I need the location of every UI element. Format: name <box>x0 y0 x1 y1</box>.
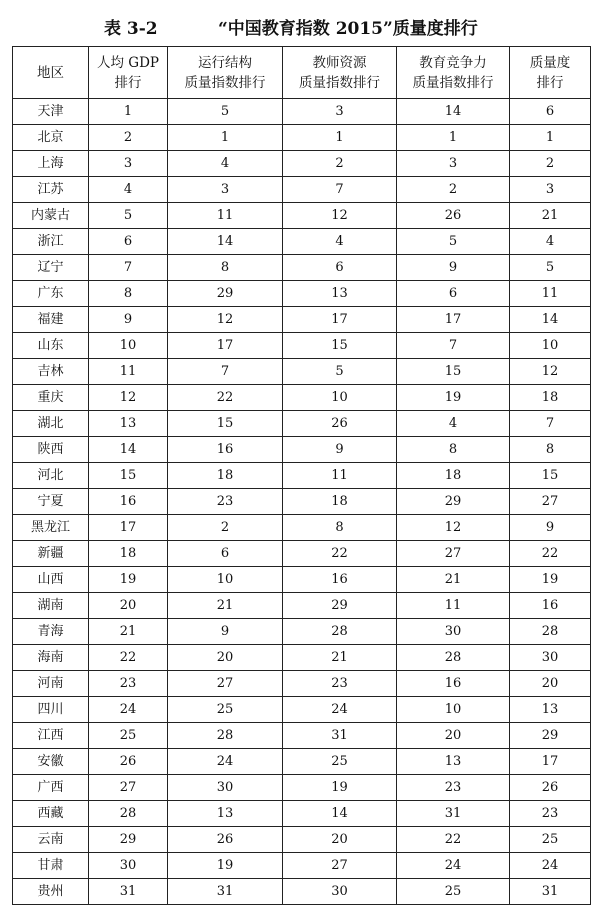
teacher-resource-cell: 8 <box>283 515 397 541</box>
header-line: 质量指数排行 <box>412 74 494 91</box>
operation-structure-cell: 18 <box>168 463 283 489</box>
gdp-rank-cell: 25 <box>89 723 168 749</box>
education-competitiveness-cell: 2 <box>397 177 510 203</box>
table-row <box>13 515 591 541</box>
table-title: “中国教育指数 2015”质量度排行 <box>218 19 478 39</box>
gdp-rank-cell: 12 <box>89 385 168 411</box>
operation-structure-cell: 20 <box>168 645 283 671</box>
table-row <box>13 203 591 229</box>
quality-rank-cell: 2 <box>510 151 591 177</box>
operation-structure-cell: 3 <box>168 177 283 203</box>
region-cell: 贵州 <box>13 879 89 905</box>
teacher-resource-cell: 17 <box>283 307 397 333</box>
table-row <box>13 775 591 801</box>
table-row <box>13 411 591 437</box>
table-row <box>13 853 591 879</box>
teacher-resource-cell: 13 <box>283 281 397 307</box>
table-row <box>13 151 591 177</box>
gdp-rank-cell: 28 <box>89 801 168 827</box>
region-cell: 广东 <box>13 281 89 307</box>
teacher-resource-cell: 22 <box>283 541 397 567</box>
table-row <box>13 463 591 489</box>
quality-rank-cell: 15 <box>510 463 591 489</box>
teacher-resource-cell: 19 <box>283 775 397 801</box>
quality-rank-cell: 13 <box>510 697 591 723</box>
region-cell: 新疆 <box>13 541 89 567</box>
teacher-resource-cell: 11 <box>283 463 397 489</box>
teacher-resource-cell: 28 <box>283 619 397 645</box>
gdp-rank-cell: 26 <box>89 749 168 775</box>
table-row <box>13 723 591 749</box>
gdp-rank-cell: 2 <box>89 125 168 151</box>
education-competitiveness-cell: 30 <box>397 619 510 645</box>
quality-rank-cell: 29 <box>510 723 591 749</box>
operation-structure-cell: 30 <box>168 775 283 801</box>
education-competitiveness-cell: 29 <box>397 489 510 515</box>
table-row <box>13 541 591 567</box>
teacher-resource-cell: 25 <box>283 749 397 775</box>
teacher-resource-cell: 14 <box>283 801 397 827</box>
table-row <box>13 489 591 515</box>
education-competitiveness-cell: 9 <box>397 255 510 281</box>
education-competitiveness-cell: 14 <box>397 99 510 125</box>
region-cell: 湖南 <box>13 593 89 619</box>
teacher-resource-cell: 5 <box>283 359 397 385</box>
region-cell: 陕西 <box>13 437 89 463</box>
region-cell: 重庆 <box>13 385 89 411</box>
education-competitiveness-cell: 12 <box>397 515 510 541</box>
gdp-rank-cell: 13 <box>89 411 168 437</box>
education-competitiveness-cell: 11 <box>397 593 510 619</box>
quality-rank-cell: 7 <box>510 411 591 437</box>
quality-rank-cell: 16 <box>510 593 591 619</box>
teacher-resource-cell: 20 <box>283 827 397 853</box>
table-row <box>13 697 591 723</box>
quality-rank-cell: 6 <box>510 99 591 125</box>
quality-rank-cell: 30 <box>510 645 591 671</box>
gdp-rank-cell: 18 <box>89 541 168 567</box>
teacher-resource-cell: 31 <box>283 723 397 749</box>
header-line: 排行 <box>536 74 564 91</box>
teacher-resource-cell: 3 <box>283 99 397 125</box>
region-cell: 甘肃 <box>13 853 89 879</box>
education-competitiveness-cell: 4 <box>397 411 510 437</box>
operation-structure-cell: 14 <box>168 229 283 255</box>
education-competitiveness-cell: 22 <box>397 827 510 853</box>
region-cell: 福建 <box>13 307 89 333</box>
teacher-resource-cell: 4 <box>283 229 397 255</box>
education-competitiveness-cell: 8 <box>397 437 510 463</box>
gdp-rank-cell: 16 <box>89 489 168 515</box>
quality-rank-cell: 5 <box>510 255 591 281</box>
header-line: 质量度 <box>529 54 571 71</box>
education-competitiveness-cell: 18 <box>397 463 510 489</box>
teacher-resource-cell: 7 <box>283 177 397 203</box>
table-row <box>13 333 591 359</box>
table-row <box>13 567 591 593</box>
education-competitiveness-cell: 7 <box>397 333 510 359</box>
quality-rank-cell: 20 <box>510 671 591 697</box>
quality-rank-cell: 11 <box>510 281 591 307</box>
operation-structure-cell: 10 <box>168 567 283 593</box>
region-cell: 河北 <box>13 463 89 489</box>
table-row <box>13 307 591 333</box>
education-competitiveness-cell: 25 <box>397 879 510 905</box>
operation-structure-cell: 16 <box>168 437 283 463</box>
region-cell: 西藏 <box>13 801 89 827</box>
education-competitiveness-cell: 26 <box>397 203 510 229</box>
operation-structure-cell: 24 <box>168 749 283 775</box>
quality-rank-cell: 18 <box>510 385 591 411</box>
table-row <box>13 645 591 671</box>
table-row <box>13 99 591 125</box>
region-cell: 广西 <box>13 775 89 801</box>
gdp-rank-cell: 5 <box>89 203 168 229</box>
table-row <box>13 801 591 827</box>
gdp-rank-cell: 14 <box>89 437 168 463</box>
gdp-rank-cell: 7 <box>89 255 168 281</box>
region-cell: 宁夏 <box>13 489 89 515</box>
education-competitiveness-cell: 23 <box>397 775 510 801</box>
region-cell: 上海 <box>13 151 89 177</box>
table-row <box>13 255 591 281</box>
header-line: 排行 <box>114 74 142 91</box>
education-competitiveness-cell: 17 <box>397 307 510 333</box>
education-competitiveness-cell: 20 <box>397 723 510 749</box>
gdp-rank-cell: 24 <box>89 697 168 723</box>
table-row <box>13 281 591 307</box>
header-region <box>13 47 89 99</box>
education-competitiveness-cell: 28 <box>397 645 510 671</box>
gdp-rank-cell: 23 <box>89 671 168 697</box>
operation-structure-cell: 19 <box>168 853 283 879</box>
region-cell: 河南 <box>13 671 89 697</box>
quality-rank-cell: 14 <box>510 307 591 333</box>
education-competitiveness-cell: 10 <box>397 697 510 723</box>
quality-rank-cell: 22 <box>510 541 591 567</box>
teacher-resource-cell: 18 <box>283 489 397 515</box>
quality-rank-cell: 10 <box>510 333 591 359</box>
quality-rank-cell: 24 <box>510 853 591 879</box>
table-number: 表 3-2 <box>104 19 158 39</box>
header-teacher-resource <box>283 47 397 99</box>
quality-rank-cell: 9 <box>510 515 591 541</box>
teacher-resource-cell: 15 <box>283 333 397 359</box>
region-cell: 天津 <box>13 99 89 125</box>
operation-structure-cell: 6 <box>168 541 283 567</box>
quality-rank-cell: 21 <box>510 203 591 229</box>
header-line: 教育竞争力 <box>419 54 487 71</box>
teacher-resource-cell: 16 <box>283 567 397 593</box>
quality-rank-cell: 28 <box>510 619 591 645</box>
gdp-rank-cell: 3 <box>89 151 168 177</box>
region-cell: 北京 <box>13 125 89 151</box>
region-cell: 浙江 <box>13 229 89 255</box>
region-cell: 江苏 <box>13 177 89 203</box>
region-cell: 青海 <box>13 619 89 645</box>
teacher-resource-cell: 2 <box>283 151 397 177</box>
quality-rank-cell: 26 <box>510 775 591 801</box>
operation-structure-cell: 13 <box>168 801 283 827</box>
gdp-rank-cell: 11 <box>89 359 168 385</box>
table-row <box>13 879 591 905</box>
teacher-resource-cell: 24 <box>283 697 397 723</box>
teacher-resource-cell: 10 <box>283 385 397 411</box>
teacher-resource-cell: 6 <box>283 255 397 281</box>
teacher-resource-cell: 21 <box>283 645 397 671</box>
region-cell: 四川 <box>13 697 89 723</box>
education-competitiveness-cell: 15 <box>397 359 510 385</box>
gdp-rank-cell: 21 <box>89 619 168 645</box>
operation-structure-cell: 17 <box>168 333 283 359</box>
quality-rank-cell: 23 <box>510 801 591 827</box>
table-row <box>13 125 591 151</box>
region-cell: 内蒙古 <box>13 203 89 229</box>
table-row <box>13 749 591 775</box>
education-competitiveness-cell: 1 <box>397 125 510 151</box>
header-line: 教师资源 <box>312 54 367 71</box>
table-row <box>13 671 591 697</box>
header-gdp-rank <box>89 47 168 99</box>
operation-structure-cell: 8 <box>168 255 283 281</box>
operation-structure-cell: 15 <box>168 411 283 437</box>
operation-structure-cell: 21 <box>168 593 283 619</box>
education-competitiveness-cell: 24 <box>397 853 510 879</box>
gdp-rank-cell: 9 <box>89 307 168 333</box>
operation-structure-cell: 4 <box>168 151 283 177</box>
gdp-rank-cell: 4 <box>89 177 168 203</box>
region-cell: 辽宁 <box>13 255 89 281</box>
quality-rank-cell: 27 <box>510 489 591 515</box>
gdp-rank-cell: 15 <box>89 463 168 489</box>
table-row <box>13 437 591 463</box>
header-line: 人均 GDP <box>97 54 159 71</box>
quality-rank-cell: 19 <box>510 567 591 593</box>
operation-structure-cell: 1 <box>168 125 283 151</box>
operation-structure-cell: 26 <box>168 827 283 853</box>
quality-rank-cell: 4 <box>510 229 591 255</box>
table-row <box>13 385 591 411</box>
teacher-resource-cell: 9 <box>283 437 397 463</box>
region-cell: 云南 <box>13 827 89 853</box>
operation-structure-cell: 11 <box>168 203 283 229</box>
gdp-rank-cell: 30 <box>89 853 168 879</box>
table-row <box>13 619 591 645</box>
header-line: 运行结构 <box>198 54 252 71</box>
gdp-rank-cell: 8 <box>89 281 168 307</box>
operation-structure-cell: 27 <box>168 671 283 697</box>
operation-structure-cell: 7 <box>168 359 283 385</box>
operation-structure-cell: 28 <box>168 723 283 749</box>
table-row <box>13 229 591 255</box>
teacher-resource-cell: 23 <box>283 671 397 697</box>
region-cell: 海南 <box>13 645 89 671</box>
operation-structure-cell: 22 <box>168 385 283 411</box>
gdp-rank-cell: 29 <box>89 827 168 853</box>
quality-rank-cell: 3 <box>510 177 591 203</box>
gdp-rank-cell: 10 <box>89 333 168 359</box>
gdp-rank-cell: 20 <box>89 593 168 619</box>
region-cell: 江西 <box>13 723 89 749</box>
header-line: 质量指数排行 <box>299 74 380 91</box>
table-caption <box>0 10 603 40</box>
region-cell: 黑龙江 <box>13 515 89 541</box>
education-competitiveness-cell: 31 <box>397 801 510 827</box>
header-row <box>13 47 591 99</box>
quality-rank-cell: 8 <box>510 437 591 463</box>
table-body <box>13 99 591 905</box>
operation-structure-cell: 25 <box>168 697 283 723</box>
education-competitiveness-cell: 16 <box>397 671 510 697</box>
gdp-rank-cell: 1 <box>89 99 168 125</box>
teacher-resource-cell: 12 <box>283 203 397 229</box>
teacher-resource-cell: 1 <box>283 125 397 151</box>
ranking-table <box>12 46 591 905</box>
quality-rank-cell: 1 <box>510 125 591 151</box>
education-competitiveness-cell: 6 <box>397 281 510 307</box>
quality-rank-cell: 25 <box>510 827 591 853</box>
operation-structure-cell: 23 <box>168 489 283 515</box>
operation-structure-cell: 31 <box>168 879 283 905</box>
operation-structure-cell: 12 <box>168 307 283 333</box>
header-line: 质量指数排行 <box>184 74 266 91</box>
table-header <box>13 47 591 99</box>
header-education-competitiveness <box>397 47 510 99</box>
education-competitiveness-cell: 3 <box>397 151 510 177</box>
education-competitiveness-cell: 13 <box>397 749 510 775</box>
education-competitiveness-cell: 21 <box>397 567 510 593</box>
quality-rank-cell: 17 <box>510 749 591 775</box>
region-cell: 吉林 <box>13 359 89 385</box>
region-cell: 湖北 <box>13 411 89 437</box>
header-line: 地区 <box>37 64 64 81</box>
gdp-rank-cell: 19 <box>89 567 168 593</box>
table-row <box>13 359 591 385</box>
region-cell: 山东 <box>13 333 89 359</box>
education-competitiveness-cell: 27 <box>397 541 510 567</box>
operation-structure-cell: 9 <box>168 619 283 645</box>
region-cell: 安徽 <box>13 749 89 775</box>
gdp-rank-cell: 27 <box>89 775 168 801</box>
region-cell: 山西 <box>13 567 89 593</box>
gdp-rank-cell: 31 <box>89 879 168 905</box>
operation-structure-cell: 5 <box>168 99 283 125</box>
teacher-resource-cell: 27 <box>283 853 397 879</box>
operation-structure-cell: 2 <box>168 515 283 541</box>
gdp-rank-cell: 22 <box>89 645 168 671</box>
gdp-rank-cell: 17 <box>89 515 168 541</box>
teacher-resource-cell: 30 <box>283 879 397 905</box>
table-row <box>13 593 591 619</box>
quality-rank-cell: 31 <box>510 879 591 905</box>
header-operation-structure <box>168 47 283 99</box>
table-row <box>13 827 591 853</box>
table-row <box>13 177 591 203</box>
education-competitiveness-cell: 19 <box>397 385 510 411</box>
operation-structure-cell: 29 <box>168 281 283 307</box>
education-competitiveness-cell: 5 <box>397 229 510 255</box>
teacher-resource-cell: 26 <box>283 411 397 437</box>
header-quality-rank <box>510 47 591 99</box>
teacher-resource-cell: 29 <box>283 593 397 619</box>
gdp-rank-cell: 6 <box>89 229 168 255</box>
quality-rank-cell: 12 <box>510 359 591 385</box>
